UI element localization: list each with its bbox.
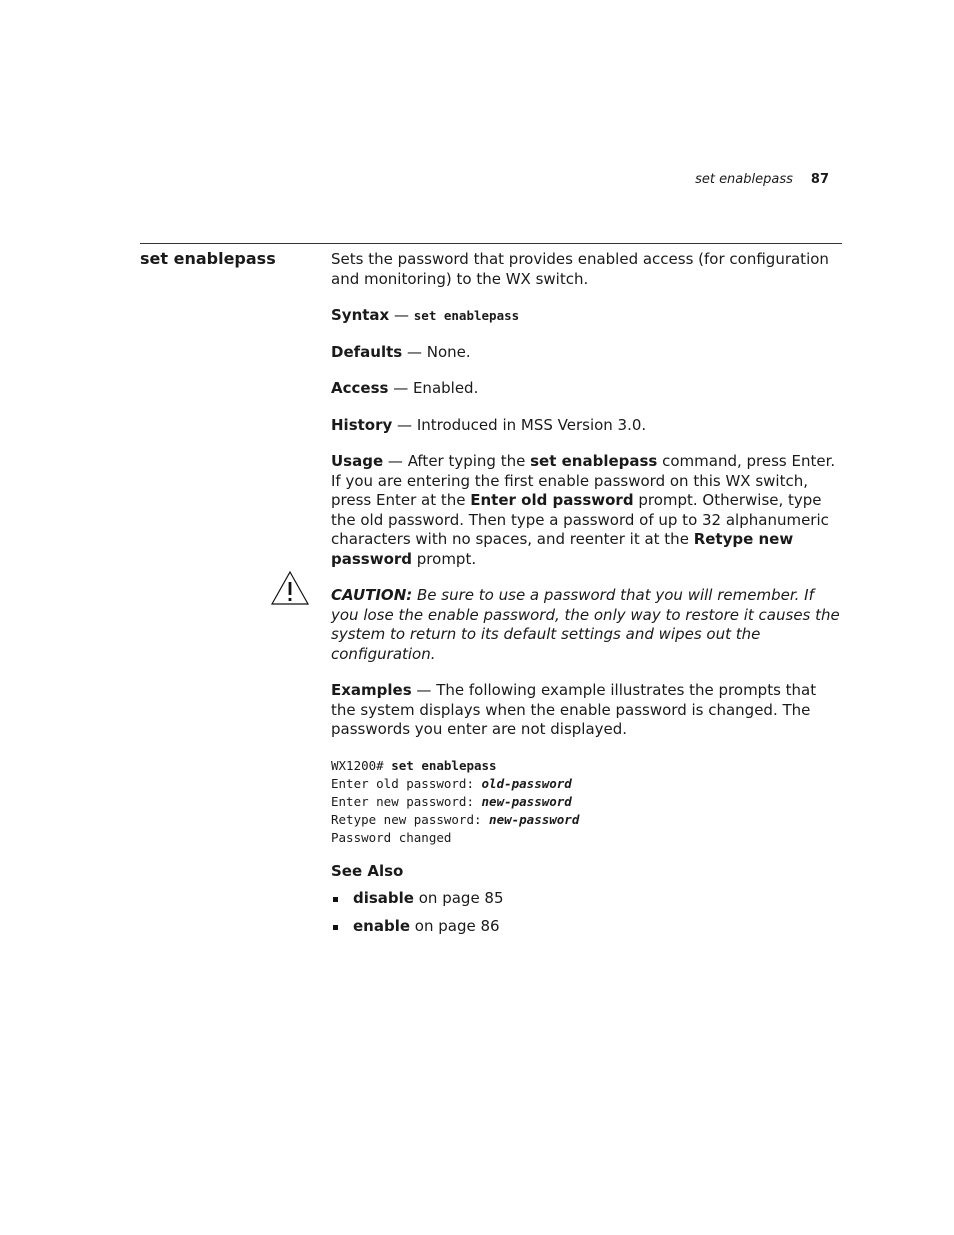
list-item-text: on page 85 — [413, 889, 504, 907]
examples-text: — The following example illustrates the prompts that the system displays when the enable password is changed. The passwords you enter are not displayed. — [331, 681, 817, 738]
code-line: Retype new password: — [331, 811, 490, 827]
section-rule — [140, 243, 842, 244]
defaults-text: — None. — [402, 342, 471, 361]
description: Sets the password that provides enabled access (for configuration and monitoring) to the WX switch. — [331, 250, 829, 288]
code-value: old-password — [481, 775, 572, 791]
usage-paragraph — [331, 452, 843, 569]
list-item — [331, 889, 843, 909]
history-label: History — [331, 415, 393, 434]
code-prompt: WX1200# — [331, 757, 392, 773]
access-label: Access — [331, 379, 389, 397]
usage-text: — After typing the — [383, 452, 531, 470]
bullet-icon — [333, 925, 338, 930]
caution-paragraph — [331, 586, 843, 664]
defaults-line — [331, 343, 843, 363]
history-line — [331, 416, 843, 436]
usage-bold: Retype new password — [331, 530, 794, 568]
see-also-link-disable[interactable]: disable — [353, 889, 414, 907]
history-text: — Introduced in MSS Version 3.0. — [392, 415, 647, 434]
page-number: 87 — [810, 172, 829, 187]
code-value: new-password — [489, 811, 580, 827]
syntax-command: set enablepass — [413, 308, 520, 323]
usage-text: prompt. — [412, 549, 477, 568]
list-item — [331, 917, 843, 937]
code-line: Enter old password: — [331, 775, 482, 791]
running-title: set enablepass — [695, 172, 793, 187]
code-example — [331, 757, 843, 847]
code-line: Password changed — [331, 829, 452, 845]
caution-text: Be sure to use a password that you will remember. If you lose the enable password, the only way to restore it causes the system to return to its default settings and wipes out the configuration. — [331, 586, 840, 663]
syntax-dash: — — [389, 306, 414, 324]
examples-paragraph — [331, 681, 843, 740]
syntax-label: Syntax — [331, 306, 390, 324]
bullet-icon — [333, 897, 338, 902]
usage-bold: set enablepass — [530, 452, 658, 470]
caution-icon — [270, 570, 310, 606]
list-item-text: on page 86 — [410, 916, 500, 935]
access-line — [331, 379, 843, 399]
running-header — [600, 172, 829, 187]
code-value: new-password — [481, 793, 572, 809]
see-also-link-enable[interactable]: enable — [353, 916, 411, 935]
defaults-label: Defaults — [331, 342, 403, 361]
caution-label: CAUTION: — [331, 586, 413, 604]
code-line: Enter new password: — [331, 793, 482, 809]
usage-bold: Enter old password — [470, 491, 634, 509]
section-heading: set enablepass — [140, 249, 276, 268]
access-text: — Enabled. — [388, 379, 479, 397]
syntax-line — [331, 306, 843, 326]
usage-text: prompt. Otherwise, type the old password. Then type a password of up to 32 alphanumeric characters with no spaces, and reenter it at the — [331, 491, 829, 548]
see-also-list — [331, 889, 843, 936]
usage-label: Usage — [331, 452, 384, 470]
see-also-title: See Also — [331, 861, 404, 880]
section-body — [331, 250, 843, 944]
usage-text: command, press Enter. If you are entering the first enable password on this WX switch, press Enter at the — [331, 452, 836, 509]
code-command: set enablepass — [391, 757, 497, 773]
examples-label: Examples — [331, 681, 412, 699]
